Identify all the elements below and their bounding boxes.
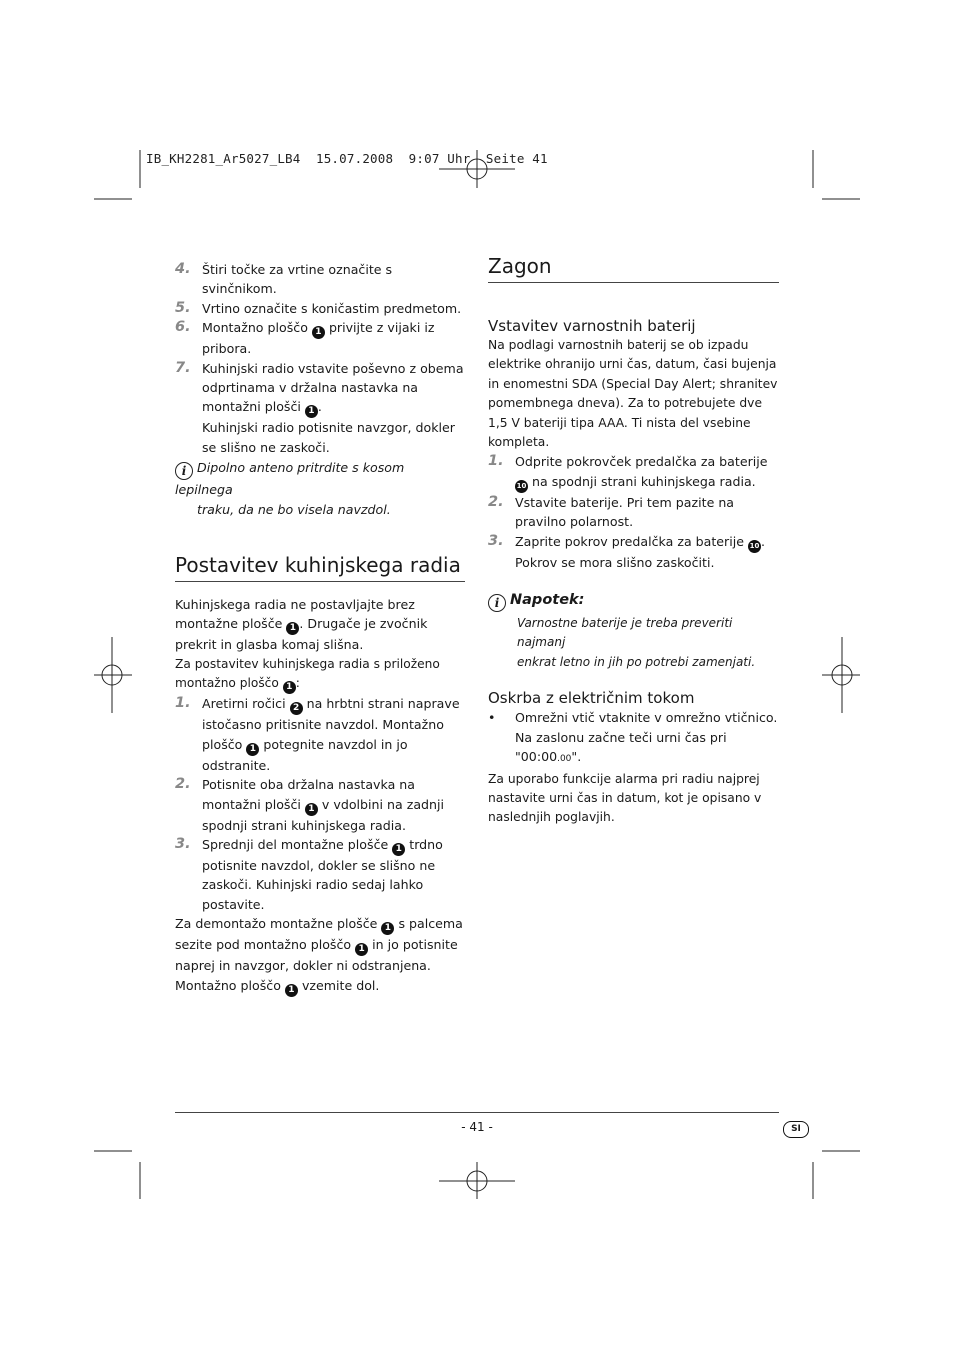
circled-number-icon: 1	[392, 843, 405, 856]
step-1: 1. Odprite pokrovček predalčka za baterije 10 na spodnji strani kuhinjskega radia.	[488, 452, 779, 492]
step-1: 1. Aretirni ročici 2 na hrbtni strani naprave istočasno pritisnite navzdol. Montažno ploščo 1 potegnite navzdol in jo odstranite.	[175, 695, 460, 773]
step-3: 3. Sprednji del montažne plošče 1 trdno potisnite navzdol, dokler se slišno ne zaskoči. Kuhinjski radio sedaj lahko postavite.	[175, 835, 443, 912]
circled-number-icon: 1	[285, 984, 298, 997]
circled-number-icon: 1	[381, 922, 394, 935]
step-7-continuation: Kuhinjski radio potisnite navzgor, dokler se slišno ne zaskoči.	[202, 420, 455, 455]
circled-number-icon: 1	[286, 622, 299, 635]
bullet-continuation: Na zaslonu začne teči urni čas pri "00:00.00".	[515, 729, 727, 765]
step-6: 6. Montažno ploščo 1 privijte z vijaki iz pribora.	[175, 319, 435, 357]
subheading: Oskrba z električnim tokom	[488, 689, 695, 708]
paragraph: Za uporabo funkcije alarma pri radiu najprej nastavite urni čas in datum, kot je opisano v naslednjih poglavjih.	[488, 771, 762, 825]
paragraph: Na podlagi varnostnih baterij se ob izpadu elektrike ohranijo urni čas, datum, časi bujenja in enomestni SDA (Special Day Alert; shranitev pomembnega dneva). Za to potrebujete dve 1,5 V bateriji tipa AAA. Ti nista del vsebine kompleta.	[488, 338, 778, 450]
circled-number-icon: 1	[355, 943, 368, 956]
paragraph: Za postavitev kuhinjskega radia s priloženo montažno ploščo 1 :	[175, 656, 440, 693]
step-3: 3. Zaprite pokrov predalčka za baterije 10 . Pokrov se mora slišno zaskočiti.	[488, 532, 766, 570]
section-heading: Zagon	[488, 253, 779, 283]
circled-number-icon: 2	[290, 702, 303, 715]
circled-number-icon: 1	[312, 326, 325, 339]
step-7: 7. Kuhinjski radio vstavite poševno z obema odprtinama v držalna nastavka na montažni plošči 1 .	[175, 359, 464, 417]
step-5: 5. Vrtino označite s koničastim predmetom.	[175, 299, 462, 316]
footer-rule	[175, 1112, 779, 1113]
left-column	[175, 260, 465, 997]
right-column	[488, 253, 779, 828]
paragraph: Kuhinjskega radia ne postavljajte brez montažne plošče 1 . Drugače je zvočnik prekrit in glasba komaj slišna.	[175, 597, 428, 653]
language-badge: SI	[783, 1121, 809, 1138]
info-icon: i	[488, 594, 506, 612]
note-title: Napotek:	[510, 592, 585, 609]
paragraph: Za demontažo montažne plošče 1 s palcema sezite pod montažno ploščo 1 in jo potisnite naprej in navzgor, dokler ni odstranjena. Montažno ploščo 1 vzemite dol.	[175, 916, 463, 995]
circled-number-icon: 1	[305, 803, 318, 816]
circled-number-icon: 1	[246, 743, 259, 756]
subheading: Vstavitev varnostnih baterij	[488, 317, 696, 335]
circled-number-icon: 10	[515, 480, 528, 493]
circled-number-icon: 1	[305, 405, 318, 418]
step-4: 4. Štiri točke za vrtine označite s svinčnikom.	[175, 261, 393, 297]
circled-number-icon: 10	[748, 540, 761, 553]
print-header: IB_KH2281_Ar5027_LB4 15.07.2008 9:07 Uhr Seite 41	[146, 151, 548, 166]
bullet-item: • Omrežni vtič vtaknite v omrežno vtičnico.	[488, 710, 778, 726]
section-heading: Postavitev kuhinjskega radia	[175, 552, 465, 582]
note-box: i Napotek: Varnostne baterije je treba preveriti najmanj enkrat letno in jih po potrebi zamenjati.	[488, 590, 779, 672]
page-number: - 41 -	[461, 1120, 493, 1134]
step-2: 2. Potisnite oba držalna nastavka na montažni plošči 1 v vdolbini na zadnji spodnji strani kuhinjskega radia.	[175, 776, 445, 833]
info-icon: i	[175, 462, 193, 480]
step-2: 2. Vstavite baterije. Pri tem pazite na pravilno polarnost.	[488, 493, 735, 530]
tip-note: i Dipolno anteno pritrdite s kosom lepilnega traku, da ne bo visela navzdol.	[175, 460, 405, 517]
circled-number-icon: 1	[283, 681, 296, 694]
